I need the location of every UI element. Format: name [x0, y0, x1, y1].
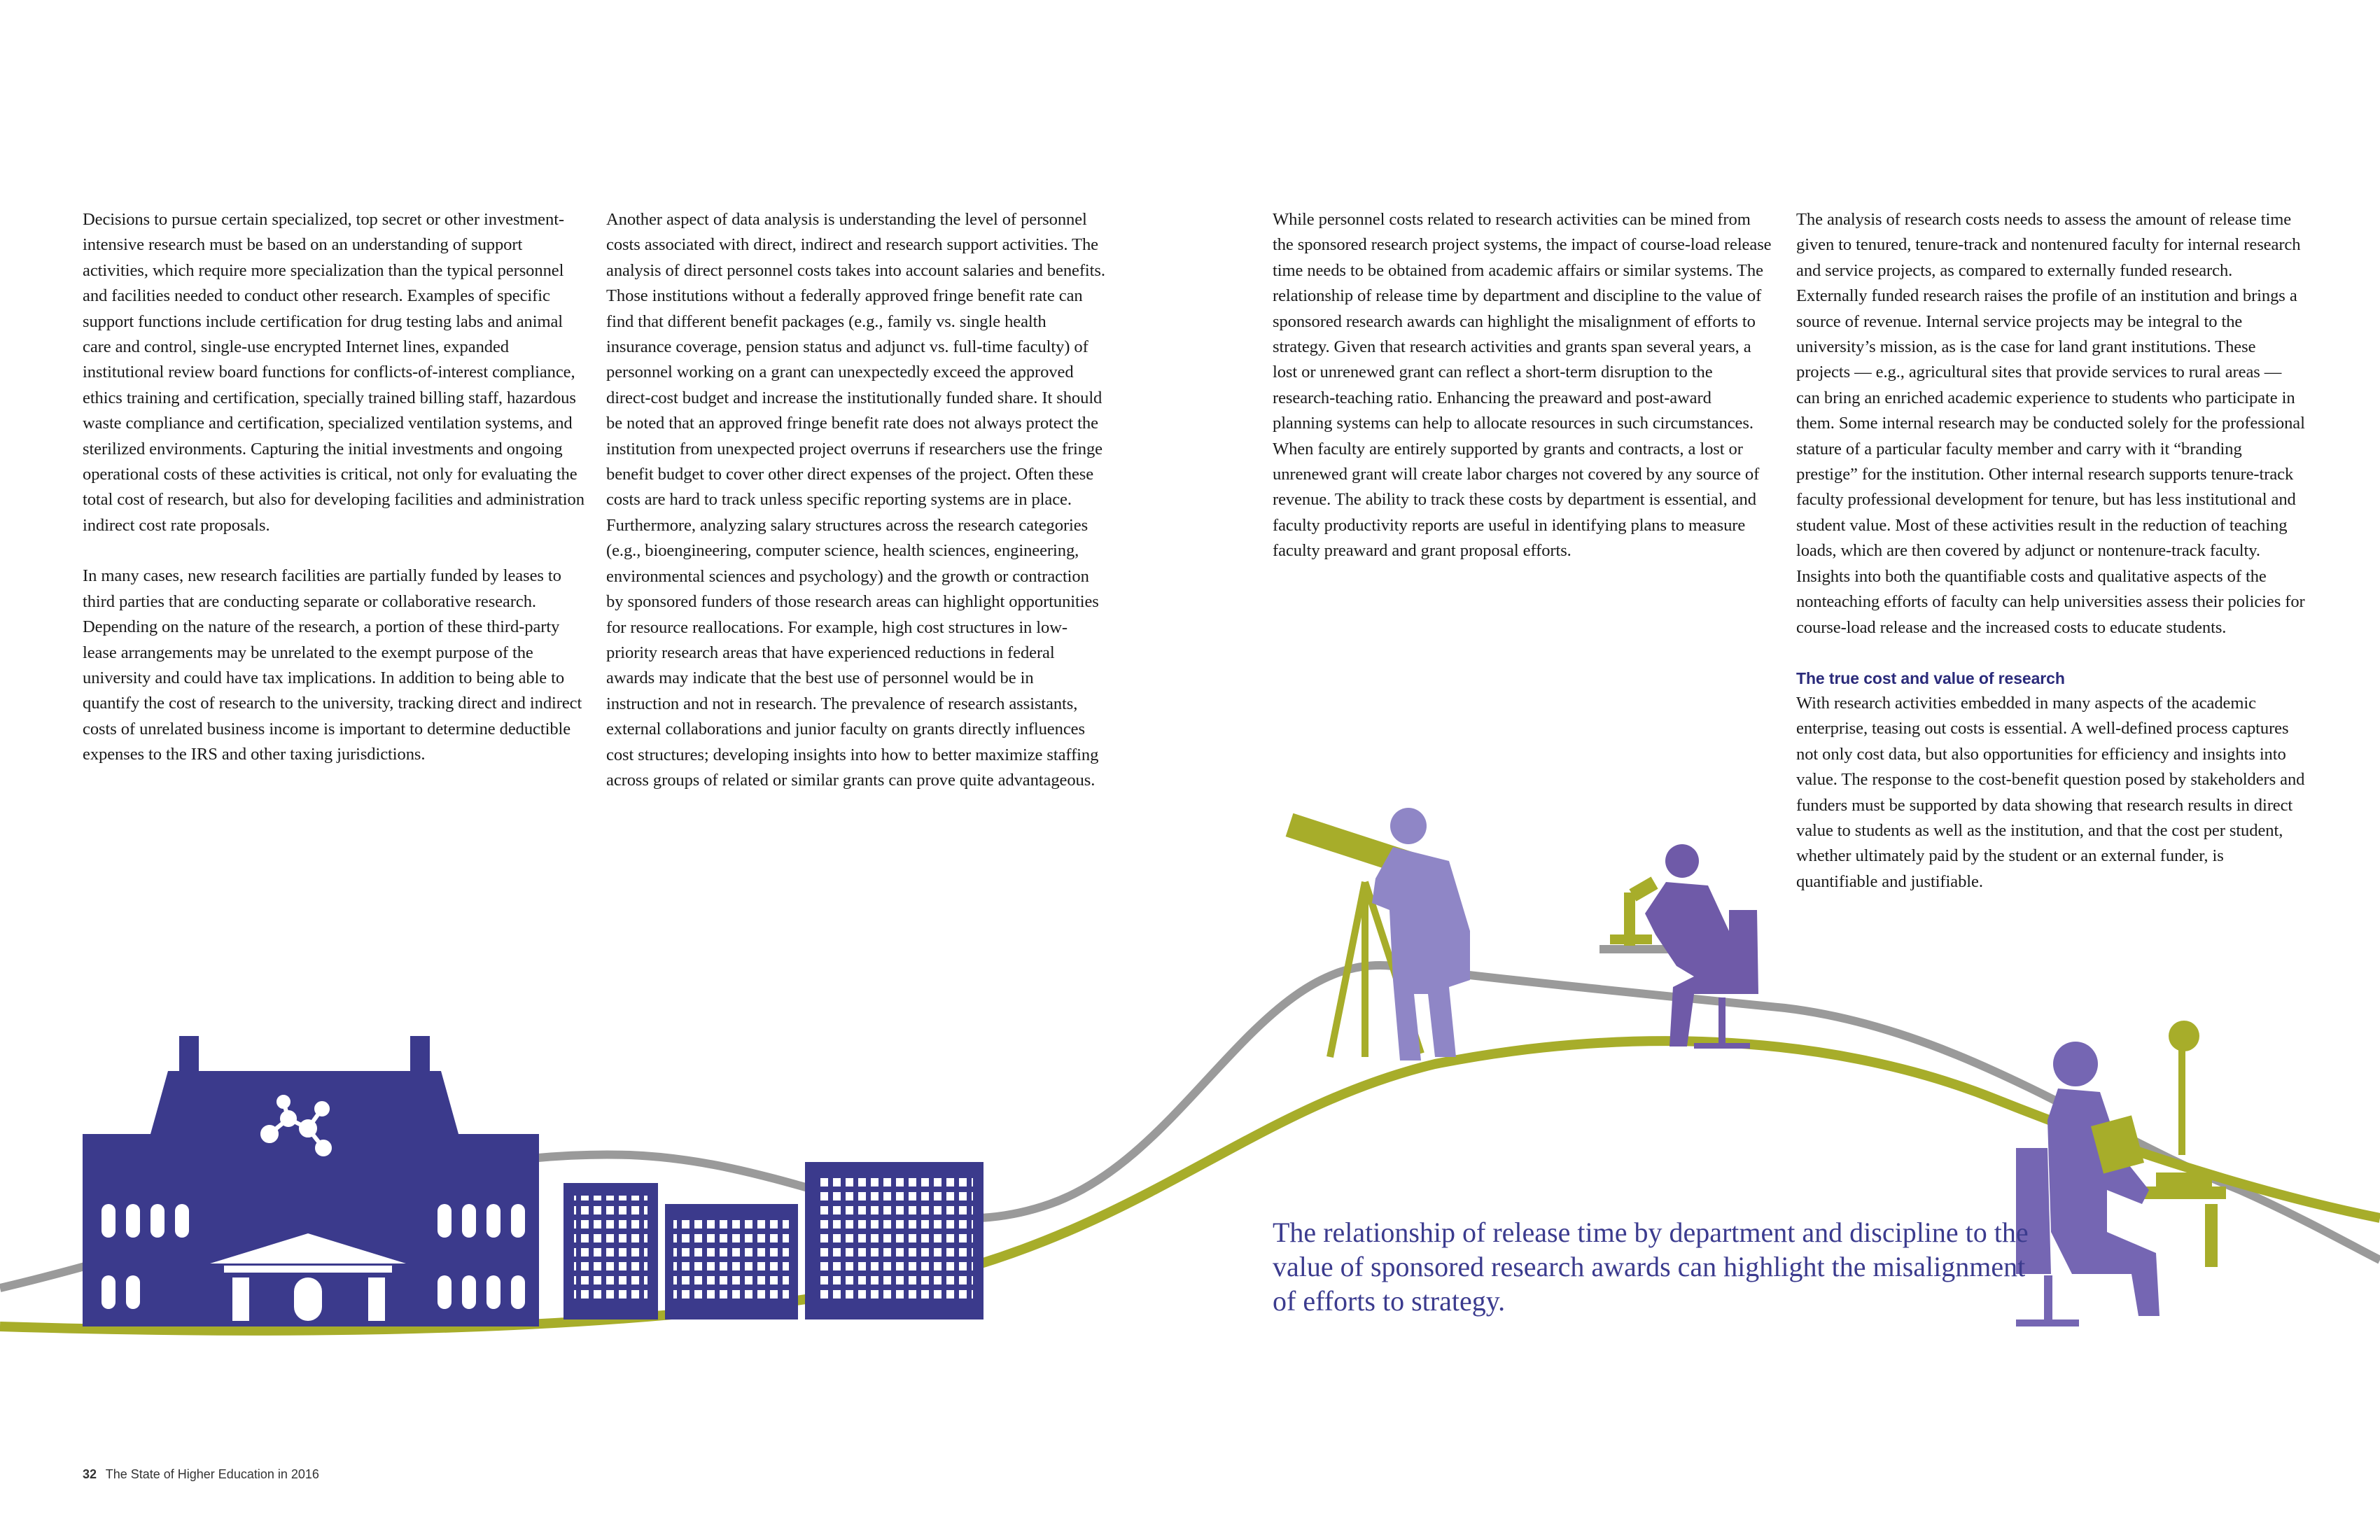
pull-quote: The relationship of release time by department and discipline to the value of sponsored research awards can highlight the misalignment of efforts to strategy.	[1273, 1217, 2029, 1317]
text-column-3	[1273, 207, 1773, 564]
text-column-2	[606, 207, 1107, 793]
text-column-4	[1796, 207, 2307, 895]
page-footer	[83, 1467, 319, 1482]
paragraph: Decisions to pursue certain specialized, top secret or other investment-intensive research must be based on an understanding of support activities, which require more specialization than the typical personnel and facilities needed to conduct other research. Examples of specific support functions include certification for drug testing labs and animal care and control, single-use encrypted Internet lines, expanded institutional review board functions for conflicts-of-interest compliance, ethics training and certification, specially trained billing staff, hazardous waste compliance and certification, specialized ventilation systems, and sterilized environments. Capturing the initial investments and ongoing operational costs of these activities is critical, not only for evaluating the total cost of research, but also for developing facilities and administration indirect cost rate proposals.	[83, 210, 584, 535]
telescope-figure	[1286, 808, 1470, 1060]
microscope-figure	[1600, 844, 1758, 1049]
reading-figure	[2016, 1021, 2226, 1326]
page-number: 32	[83, 1467, 97, 1481]
publication-title: The State of Higher Education in 2016	[105, 1467, 319, 1481]
text-column-1	[83, 207, 590, 768]
paragraph: In many cases, new research facilities are partially funded by leases to third parties that are conducting separate or collaborative research. Depending on the nature of the research, a portion of these third-party lease arrangements may be unrelated to the exempt purpose of the university and could have tax implications. In addition to being able to quantify the cost of research to the university, tracking direct and indirect costs of unrelated business income is important to determine deductible expenses to the IRS and other taxing jurisdictions.	[83, 566, 582, 764]
paragraph: The analysis of research costs needs to assess the amount of release time given to tenured, tenure-track and nontenured faculty for internal research and service projects, as compared to externally funded research. Externally funded research raises the profile of an institution and brings a source of revenue. Internal service projects may be integral to the university’s mission, as is the case for land grant institutions. These projects — e.g., agricultural sites that provide services to rural areas — can bring an enriched academic experience to students who participate in them. Some internal research may be conducted solely for the professional stature of a particular faculty member and carry with it “branding prestige” for the institution. Other internal research supports tenure-track faculty professional development for tenure, but has less institutional and student value. Most of these activities result in the reduction of teaching loads, which are then covered by adjunct or nontenure-track faculty. Insights into both the quantifiable costs and qualitative aspects of the nonteaching efforts of faculty can help universities assess their policies for course-load release and the increased costs to educate students.	[1796, 210, 2305, 637]
paragraph: While personnel costs related to research activities can be mined from the sponsored research project systems, the impact of course-load release time needs to be obtained from academic affairs or similar systems. The relationship of release time by department and discipline to the value of sponsored research awards can highlight the misalignment of efforts to strategy. Given that research activities and grants span several years, a lost or unrenewed grant can reflect a short-term disruption to the research-teaching ratio. Enhancing the preaward and post-award planning systems can help to allocate resources in such circumstances. When faculty are entirely supported by grants and contracts, a lost or unrenewed grant will create labor charges not covered by any source of revenue. The ability to track these costs by department is essential, and faculty productivity reports are useful in identifying plans to measure faculty preaward and grant proposal efforts.	[1273, 210, 1772, 561]
paragraph: With research activities embedded in many aspects of the academic enterprise, teasing out costs is essential. A well-defined process captures not only cost data, but also opportunities for efficiency and insights into value. The response to the cost-benefit question posed by stakeholders and funders must be supported by data showing that research results in direct value to students as well as the institution, and that the cost per student, whether ultimately paid by the student or an external funder, is quantifiable and justifiable.	[1796, 693, 2305, 891]
section-heading: The true cost and value of research	[1796, 668, 2065, 687]
paragraph: Another aspect of data analysis is understanding the level of personnel costs associated with direct, indirect and research support activities. The analysis of direct personnel costs takes into account salaries and benefits. Those institutions without a federally approved fringe benefit rate can find that different benefit packages (e.g., family vs. single health insurance coverage, pension status and adjunct vs. full-time faculty) of personnel working on a grant can unexpectedly exceed the approved direct-cost budget and increase the institutionally funded share. It should be noted that an approved fringe benefit rate does not always protect the institution from unexpected project overruns if researchers use the fringe benefit budget to cover other direct expenses of the project. Often these costs are hard to track unless specific reporting systems are in place. Furthermore, analyzing salary structures across the research categories (e.g., bioengineering, computer science, health sciences, engineering, environmental sciences and psychology) and the growth or contraction by sponsored funders of those research areas can highlight opportunities for resource reallocations. For example, high cost structures in low-priority research areas that have experienced reductions in federal awards may indicate that the best use of personnel would be in instruction and not in research. The prevalence of research assistants, external collaborations and junior faculty on grants directly influences cost structures; developing insights into how to better maximize staffing across groups of related or similar grants can prove quite advantageous.	[606, 210, 1105, 790]
